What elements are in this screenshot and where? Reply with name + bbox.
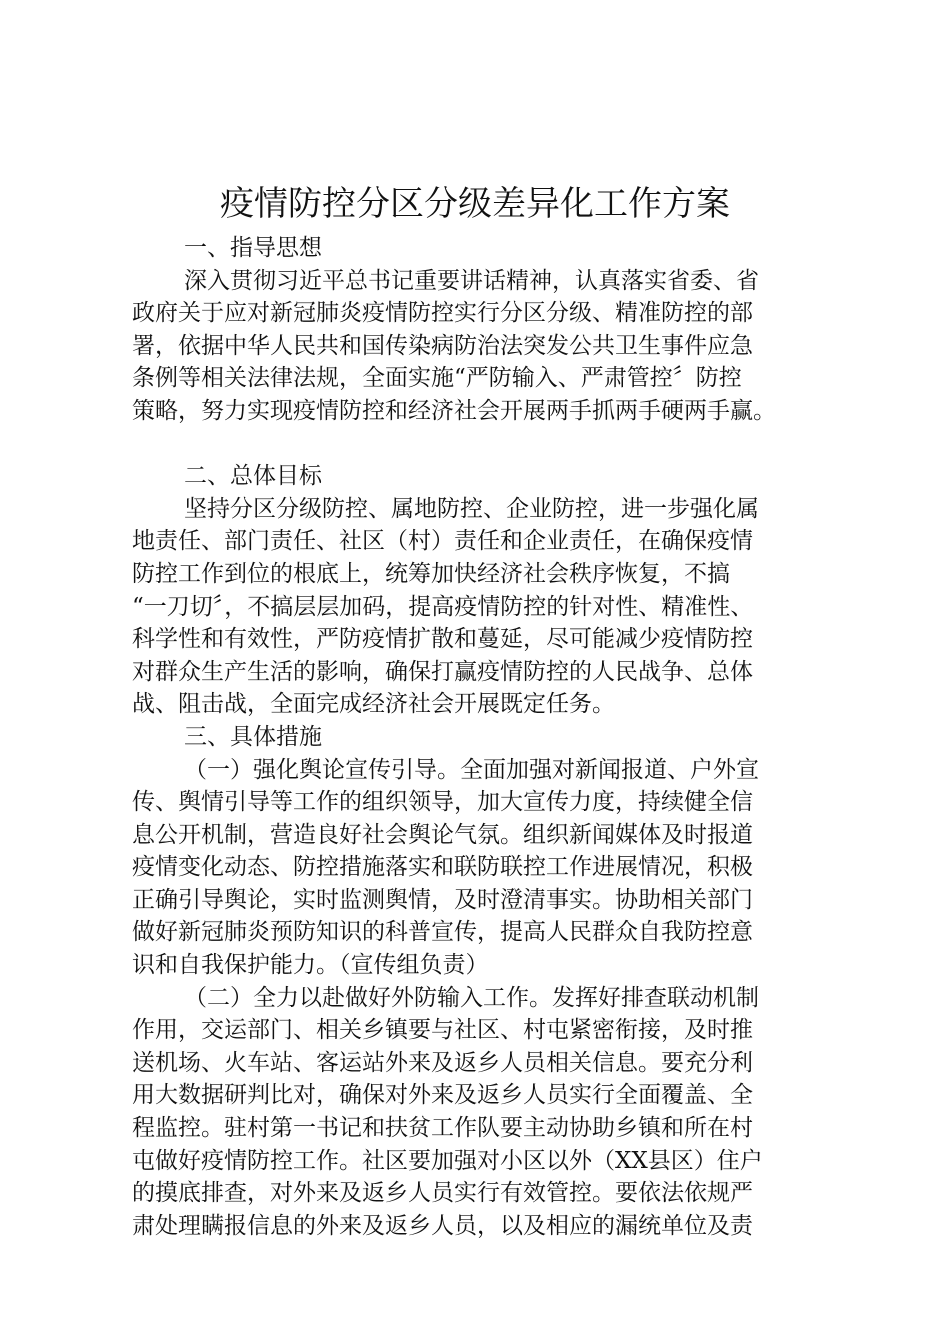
section-heading-guiding-ideology: 一、指导思想 (184, 235, 322, 261)
paragraph-line: 条例等相关法律法规，全面实施“严防输入、严肃管控〞防控 (132, 365, 742, 392)
paragraph-line: 署，依据中华人民共和国传染病防治法突发公共卫生事件应急 (132, 332, 753, 359)
paragraph-line: 程监控。驻村第一书记和扶贫工作队要主动协助乡镇和所在村 (132, 1115, 753, 1142)
paragraph-line: 战、阻击战，全面完成经济社会开展既定任务。 (132, 691, 615, 718)
paragraph-line: 做好新冠肺炎预防知识的科普宣传，提高人民群众自我防控意 (132, 919, 753, 946)
paragraph-line: 息公开机制，营造良好社会舆论气氛。组织新闻媒体及时报道 (132, 821, 753, 848)
paragraph-line: （一）强化舆论宣传引导。全面加强对新闻报道、户外宣 (184, 756, 759, 783)
document-title: 疫情防控分区分级差异化工作方案 (220, 184, 730, 224)
paragraph-line: 正确引导舆论，实时监测舆情，及时澄清事实。协助相关部门 (132, 886, 753, 913)
paragraph-line: 的摸底排查，对外来及返乡人员实行有效管控。要依法依规严 (132, 1180, 753, 1207)
paragraph-line: 识和自我保护能力。（宣传组负责） (132, 952, 489, 979)
paragraph-line: （二）全力以赴做好外防输入工作。发挥好排查联动机制 (184, 984, 759, 1011)
paragraph-line: 策略，努力实现疫情防控和经济社会开展两手抓两手硬两手赢。 (132, 397, 776, 424)
paragraph-line: 防控工作到位的根底上，统筹加快经济社会秩序恢复，不搞 (132, 560, 730, 587)
paragraph-line: 肃处理瞒报信息的外来及返乡人员，以及相应的漏统单位及责 (132, 1212, 753, 1239)
paragraph-line: 屯做好疫情防控工作。社区要加强对小区以外（XX县区）住户 (132, 1147, 763, 1174)
paragraph-line: 科学性和有效性，严防疫情扩散和蔓延，尽可能减少疫情防控 (132, 626, 753, 653)
paragraph-line: 对群众生产生活的影响，确保打赢疫情防控的人民战争、总体 (132, 658, 753, 685)
paragraph-line: 用大数据研判比对，确保对外来及返乡人员实行全面覆盖、全 (132, 1082, 753, 1109)
paragraph-line: 政府关于应对新冠肺炎疫情防控实行分区分级、精准防控的部 (132, 300, 753, 327)
paragraph-line: 深入贯彻习近平总书记重要讲话精神，认真落实省委、省 (184, 267, 759, 294)
section-heading-specific-measures: 三、具体措施 (184, 723, 322, 750)
paragraph-line: 疫情变化动态、防控措施落实和联防联控工作进展情况，积极 (132, 854, 753, 881)
paragraph-line: 送机场、火车站、客运站外来及返乡人员相关信息。要充分利 (132, 1049, 753, 1076)
paragraph-line: 坚持分区分级防控、属地防控、企业防控，进一步强化属 (184, 495, 759, 522)
paragraph-line: “一刀切〞，不搞层层加码，提高疫情防控的针对性、精准性、 (132, 593, 754, 620)
section-heading-overall-goal: 二、总体目标 (184, 463, 322, 490)
blank-line (132, 428, 822, 461)
paragraph-line: 传、舆情引导等工作的组织领导，加大宣传力度，持续健全信 (132, 789, 753, 816)
paragraph-line: 作用，交运部门、相关乡镇要与社区、村屯紧密衔接，及时推 (132, 1017, 753, 1044)
paragraph-line: 地责任、部门责任、社区（村）责任和企业责任，在确保疫情 (132, 528, 753, 555)
document-body (132, 232, 822, 1242)
